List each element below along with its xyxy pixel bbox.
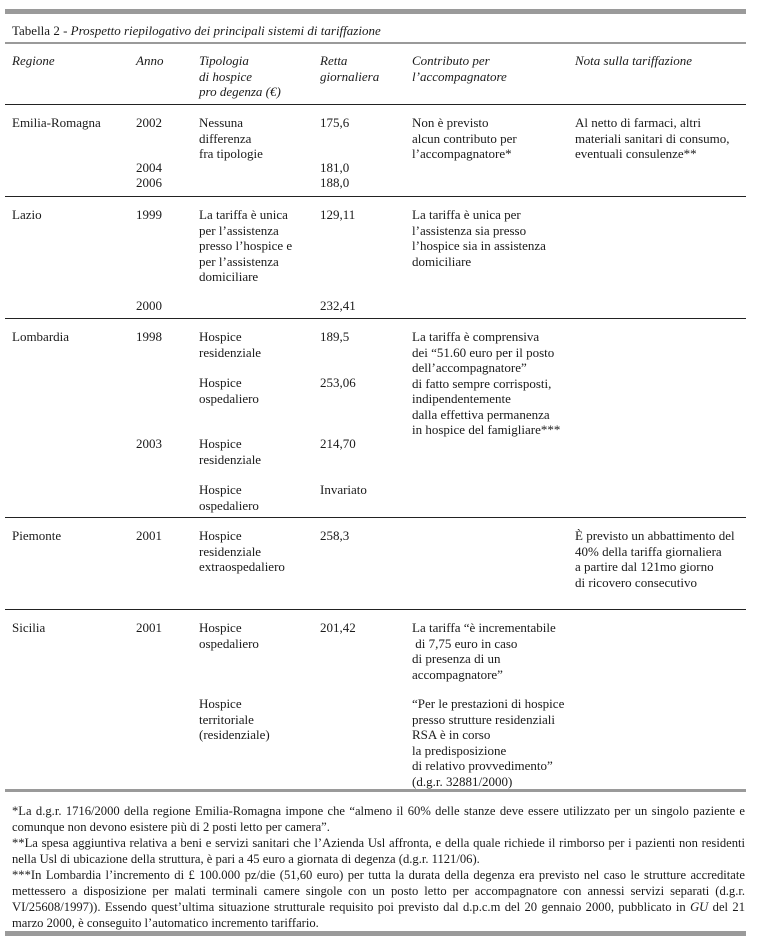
- row-piemonte-retta: 258,3: [320, 528, 350, 543]
- row-emilia-tipologia: Nessuna differenza fra tipologie: [199, 115, 263, 161]
- bottom-bar: [5, 931, 746, 936]
- footnotes: [12, 803, 745, 931]
- row-sicilia-tipologia-2: Hospice territoriale (residenziale): [199, 696, 270, 742]
- row-emilia-anno-2: 2004: [136, 160, 162, 175]
- row-lombardia-anno-1: 1998: [136, 329, 162, 344]
- row-rule: [5, 318, 746, 319]
- row-rule: [5, 196, 746, 197]
- row-lombardia-retta-1: 189,5: [320, 329, 350, 344]
- table-bottom-bar: [5, 789, 746, 792]
- row-emilia-regione: Emilia-Romagna: [12, 115, 101, 130]
- row-emilia-nota: Al netto di farmaci, altri materiali sanitari di consumo, eventuali consulenze**: [575, 115, 730, 161]
- row-emilia-anno-3: 2006: [136, 175, 162, 190]
- row-piemonte-anno: 2001: [136, 528, 162, 543]
- row-lombardia-regione: Lombardia: [12, 329, 70, 344]
- row-lombardia-tipologia-1: Hospice residenziale: [199, 329, 262, 360]
- footnote-3-text-b: del 21 marzo 2000, è conseguito l’automatico incremento tariffario.: [12, 900, 745, 930]
- header-tipologia: Tipologia di hospice pro degenza (€): [199, 53, 281, 99]
- row-piemonte-tipologia: Hospice residenziale extraospedaliero: [199, 528, 285, 574]
- footnote-1: *La d.g.r. 1716/2000 della regione Emilia-Romagna impone che “almeno il 60% delle stanze deve essere utilizzato per un singolo paziente e comunque non devono esistere più di 2 posti letto per camera”.: [12, 804, 745, 834]
- row-lazio-anno-1: 1999: [136, 207, 162, 222]
- row-lombardia-contributo: La tariffa è comprensiva dei “51.60 euro per il posto dell’accompagnatore” di fatto sempre corrisposti, indipendentemente dalla effettiva permanenza in hospice del famigliare***: [412, 329, 561, 437]
- row-lombardia-anno-2: 2003: [136, 436, 162, 451]
- row-sicilia-retta: 201,42: [320, 620, 356, 635]
- header-regione: Regione: [12, 53, 55, 68]
- row-lazio-anno-2: 2000: [136, 298, 162, 313]
- top-bar: [5, 9, 746, 14]
- row-lazio-tipologia: La tariffa è unica per l’assistenza presso l’hospice e per l’assistenza domiciliare: [199, 207, 293, 284]
- row-rule: [5, 517, 746, 518]
- caption-rule: [5, 42, 746, 44]
- row-emilia-contributo: Non è previsto alcun contributo per l’accompagnatore*: [412, 115, 517, 161]
- row-lombardia-tipologia-4: Hospice ospedaliero: [199, 482, 259, 513]
- row-lombardia-retta-4: Invariato: [320, 482, 367, 497]
- footnote-3-text-a: ***In Lombardia l’incremento di £ 100.000 pz/die (51,60 euro) per tutta la durata della degenza era previsto nel caso le strutture accreditate mettessero a disposizione per malati terminali camere singole con un posto letto per accompagnatore con annessi servizi separati (d.g.r. VI/25608/1997)). Essendo quest’ultima situazione strutturale requisito poi previsto dal d.p.c.m del 20 gennaio 2000, pubblicato in: [12, 868, 745, 914]
- row-lombardia-retta-3: 214,70: [320, 436, 356, 451]
- row-rule: [5, 609, 746, 610]
- row-lombardia-retta-2: 253,06: [320, 375, 356, 390]
- footnote-3: [12, 867, 745, 931]
- row-sicilia-contributo-1: La tariffa “è incrementabile di 7,75 euro in caso di presenza di un accompagnatore”: [412, 620, 556, 682]
- row-sicilia-regione: Sicilia: [12, 620, 46, 635]
- row-lazio-contributo: La tariffa è unica per l’assistenza sia presso l’hospice sia in assistenza domiciliare: [412, 207, 546, 269]
- row-sicilia-anno: 2001: [136, 620, 162, 635]
- row-emilia-retta-2: 181,0: [320, 160, 350, 175]
- footnote-2: **La spesa aggiuntiva relativa a beni e servizi sanitari che l’Azienda Usl affronta, e della quale richiede il rimborso per i pazienti non residenti nella Usl di ubicazione della struttura, è pari a 45 euro a giornata di degenza (d.g.r. 1121/06).: [12, 836, 745, 866]
- header-retta: Retta giornaliera: [320, 53, 380, 84]
- caption-label: Tabella 2 -: [12, 23, 71, 38]
- header-nota: Nota sulla tariffazione: [575, 53, 693, 68]
- row-piemonte-nota: È previsto un abbattimento del 40% della tariffa giornaliera a partire dal 121mo giorno di ricovero consecutivo: [575, 528, 735, 590]
- row-sicilia-contributo-2: “Per le prestazioni di hospice presso strutture residenziali RSA è in corso la predisposizione di relativo provvedimento” (d.g.r. 32881/2000): [412, 696, 565, 789]
- row-sicilia-tipologia-1: Hospice ospedaliero: [199, 620, 259, 651]
- header-rule: [5, 104, 746, 105]
- row-lazio-retta-2: 232,41: [320, 298, 356, 313]
- header-contributo: Contributo per l’accompagnatore: [412, 53, 507, 84]
- footnote-3-gu: GU: [690, 900, 709, 914]
- row-lazio-regione: Lazio: [12, 207, 42, 222]
- row-emilia-retta-3: 188,0: [320, 175, 350, 190]
- row-lombardia-tipologia-2: Hospice ospedaliero: [199, 375, 259, 406]
- caption-title: Prospetto riepilogativo dei principali sistemi di tariffazione: [70, 23, 381, 38]
- table-caption: [12, 23, 381, 39]
- row-piemonte-regione: Piemonte: [12, 528, 62, 543]
- row-lombardia-tipologia-3: Hospice residenziale: [199, 436, 262, 467]
- row-lazio-retta-1: 129,11: [320, 207, 356, 222]
- header-anno: Anno: [136, 53, 164, 68]
- row-emilia-anno-1: 2002: [136, 115, 162, 130]
- row-emilia-retta-1: 175,6: [320, 115, 350, 130]
